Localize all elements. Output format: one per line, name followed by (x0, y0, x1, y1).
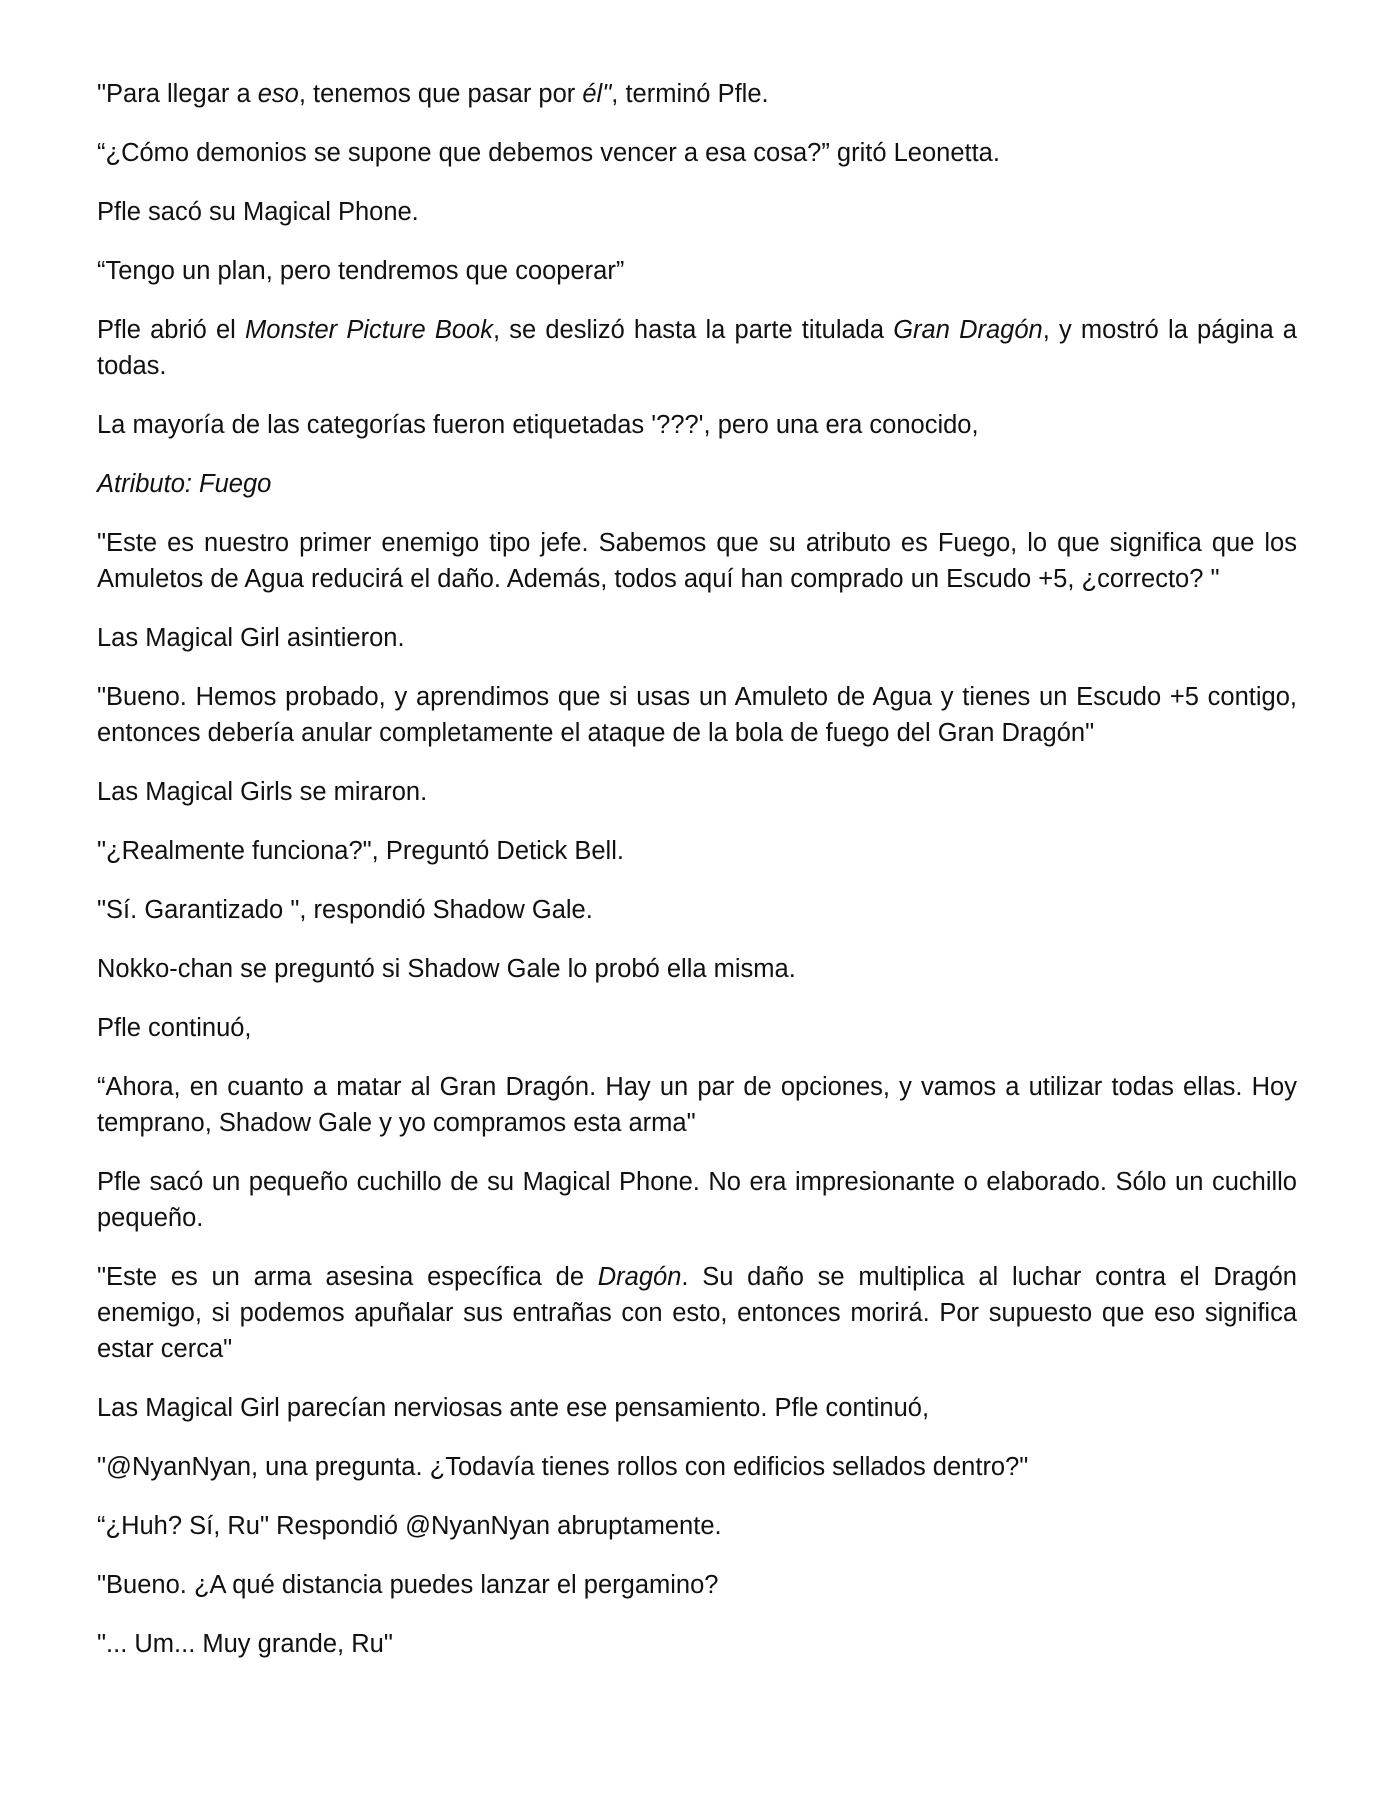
italic-text-run: eso (257, 80, 299, 108)
italic-text-run: Gran Dragón (893, 316, 1043, 344)
text-run: Pfle sacó su Magical Phone. (97, 198, 419, 226)
paragraph (97, 1508, 1297, 1544)
paragraph (97, 466, 1297, 502)
text-run: "Bueno. Hemos probado, y aprendimos que si usas un Amuleto de Agua y tienes un Escudo +5 contigo, entonces debería anular completamente el ataque de la bola de fuego del Gran Dragón" (97, 683, 1297, 747)
paragraph (97, 312, 1297, 384)
paragraph (97, 525, 1297, 597)
text-run: "@NyanNyan, una pregunta. ¿Todavía tienes rollos con edificios sellados dentro?" (97, 1453, 1029, 1481)
italic-text-run: Atributo: Fuego (97, 470, 272, 498)
paragraph (97, 1567, 1297, 1603)
text-run: Las Magical Girl parecían nerviosas ante ese pensamiento. Pfle continuó, (97, 1394, 930, 1422)
body-text (97, 76, 1297, 1662)
text-run: "Este es un arma asesina específica de (97, 1263, 598, 1291)
paragraph (97, 1449, 1297, 1485)
text-run: , y mostró la página a todas. (97, 316, 1297, 380)
text-run: "Este es nuestro primer enemigo tipo jefe. Sabemos que su atributo es Fuego, lo que significa que los Amuletos de Agua reducirá el daño. Además, todos aquí han comprado un Escudo +5, ¿correcto? " (97, 529, 1297, 593)
paragraph (97, 774, 1297, 810)
text-run: "... Um... Muy grande, Ru" (97, 1630, 393, 1658)
paragraph (97, 1259, 1297, 1367)
paragraph (97, 1069, 1297, 1141)
text-run: , terminó Pfle. (611, 80, 769, 108)
paragraph (97, 1390, 1297, 1426)
paragraph (97, 679, 1297, 751)
paragraph (97, 135, 1297, 171)
paragraph (97, 1626, 1297, 1662)
text-run: Pfle sacó un pequeño cuchillo de su Magical Phone. No era impresionante o elaborado. Sólo un cuchillo pequeño. (97, 1168, 1297, 1232)
italic-text-run: él" (582, 80, 612, 108)
text-run: Las Magical Girls se miraron. (97, 778, 428, 806)
text-run: , se deslizó hasta la parte titulada (493, 316, 894, 344)
text-run: Pfle abrió el (97, 316, 246, 344)
paragraph (97, 951, 1297, 987)
text-run: Las Magical Girl asintieron. (97, 624, 405, 652)
paragraph (97, 620, 1297, 656)
paragraph (97, 407, 1297, 443)
paragraph (97, 194, 1297, 230)
document-page (97, 76, 1297, 1685)
italic-text-run: Monster Picture Book (245, 316, 493, 344)
text-run: , tenemos que pasar por (298, 80, 583, 108)
paragraph (97, 253, 1297, 289)
paragraph (97, 76, 1297, 112)
text-run: “Ahora, en cuanto a matar al Gran Dragón. Hay un par de opciones, y vamos a utilizar todas ellas. Hoy temprano, Shadow Gale y yo compramos esta arma" (97, 1073, 1297, 1137)
text-run: “¿Cómo demonios se supone que debemos vencer a esa cosa?” gritó Leonetta. (97, 139, 1000, 167)
paragraph (97, 833, 1297, 869)
text-run: "Sí. Garantizado ", respondió Shadow Gale. (97, 896, 593, 924)
text-run: "¿Realmente funciona?", Preguntó Detick Bell. (97, 837, 624, 865)
paragraph (97, 1164, 1297, 1236)
text-run: "Para llegar a (97, 80, 258, 108)
text-run: . Su daño se multiplica al luchar contra el Dragón enemigo, si podemos apuñalar sus entrañas con esto, entonces morirá. Por supuesto que eso significa estar cerca" (97, 1263, 1297, 1363)
paragraph (97, 892, 1297, 928)
italic-text-run: Dragón (597, 1263, 682, 1291)
text-run: Nokko-chan se preguntó si Shadow Gale lo probó ella misma. (97, 955, 796, 983)
text-run: La mayoría de las categorías fueron etiquetadas '???', pero una era conocido, (97, 411, 979, 439)
text-run: “Tengo un plan, pero tendremos que cooperar” (97, 257, 625, 285)
text-run: Pfle continuó, (97, 1014, 252, 1042)
text-run: “¿Huh? Sí, Ru" Respondió @NyanNyan abruptamente. (97, 1512, 722, 1540)
paragraph (97, 1010, 1297, 1046)
text-run: "Bueno. ¿A qué distancia puedes lanzar el pergamino? (97, 1571, 719, 1599)
